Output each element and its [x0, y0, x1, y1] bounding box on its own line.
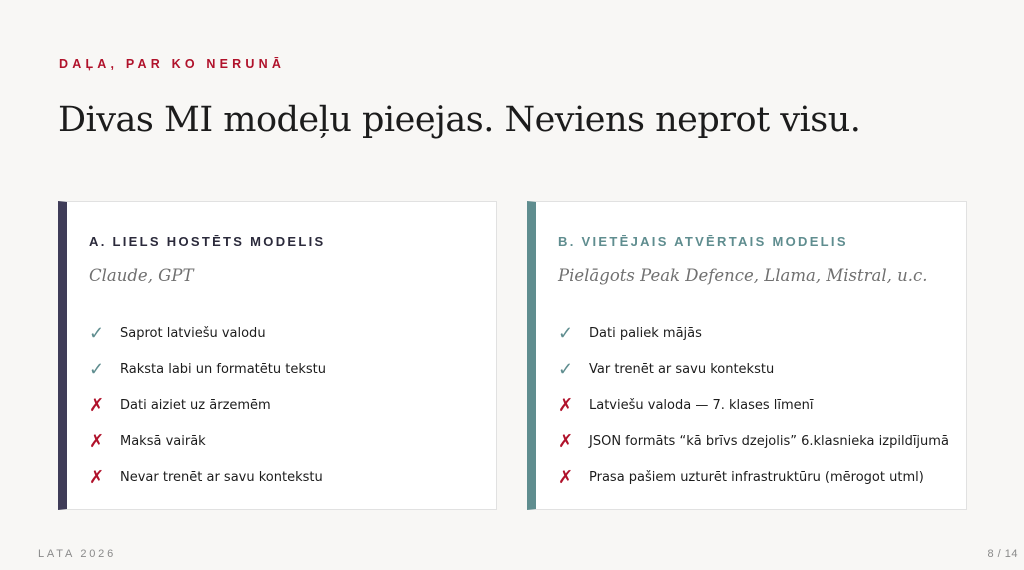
check-icon: ✓ — [89, 359, 105, 379]
check-icon: ✓ — [89, 323, 105, 343]
list-item — [558, 459, 949, 495]
card-subtitle: Claude, GPT — [89, 266, 194, 285]
card-local-model — [527, 201, 967, 510]
item-text: Latviešu valoda — 7. klases līmenī — [589, 397, 814, 413]
cross-icon: ✗ — [89, 395, 105, 415]
footer-label: LATA 2026 — [38, 548, 116, 560]
list-item — [89, 351, 326, 387]
list-item — [89, 315, 326, 351]
item-text: Dati aiziet uz ārzemēm — [120, 397, 271, 413]
item-text: Var trenēt ar savu kontekstu — [589, 361, 775, 377]
item-text: Raksta labi un formatētu tekstu — [120, 361, 326, 377]
card-hosted-model — [58, 201, 497, 510]
card-heading: A. LIELS HOSTĒTS MODELIS — [89, 234, 326, 249]
card-subtitle: Pielāgots Peak Defence, Llama, Mistral, u.c. — [558, 266, 928, 285]
list-item — [558, 423, 949, 459]
cross-icon: ✗ — [89, 467, 105, 487]
list-item — [558, 351, 949, 387]
check-icon: ✓ — [558, 323, 574, 343]
cross-icon: ✗ — [558, 431, 574, 451]
item-text: Dati paliek mājās — [589, 325, 702, 341]
list-item — [89, 387, 326, 423]
slide-title: Divas MI modeļu pieejas. Neviens neprot visu. — [58, 100, 861, 140]
cross-icon: ✗ — [89, 431, 105, 451]
item-text: Nevar trenēt ar savu kontekstu — [120, 469, 323, 485]
page-number: 8 / 14 — [987, 548, 1018, 560]
section-kicker: DAĻA, PAR KO NERUNĀ — [59, 57, 286, 71]
list-item — [558, 315, 949, 351]
list-item — [558, 387, 949, 423]
item-text: Saprot latviešu valodu — [120, 325, 266, 341]
item-text: Maksā vairāk — [120, 433, 206, 449]
check-icon: ✓ — [558, 359, 574, 379]
cross-icon: ✗ — [558, 467, 574, 487]
card-heading: B. VIETĒJAIS ATVĒRTAIS MODELIS — [558, 234, 848, 249]
item-text: Prasa pašiem uzturēt infrastruktūru (mērogot utml) — [589, 469, 924, 485]
list-item — [89, 459, 326, 495]
cross-icon: ✗ — [558, 395, 574, 415]
list-item — [89, 423, 326, 459]
item-text: JSON formāts “kā brīvs dzejolis” 6.klasnieka izpildījumā — [589, 433, 949, 449]
